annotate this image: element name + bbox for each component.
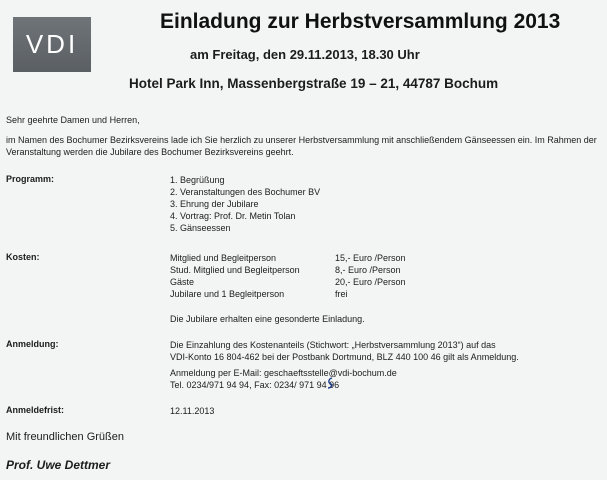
kosten-row (170, 252, 406, 264)
anmeldefrist-label: Anmeldefrist: (6, 405, 65, 415)
programm-item: 3. Ehrung der Jubilare (170, 199, 259, 209)
logo-text: VDI (25, 29, 79, 59)
kosten-price: 20,- Euro /Person (335, 277, 406, 287)
event-date: am Freitag, den 29.11.2013, 18.30 Uhr (190, 47, 420, 62)
anmeldung-phone: Tel. 0234/971 94 94, Fax: 0234/ 971 94 96 (170, 380, 340, 390)
kosten-row (170, 288, 406, 300)
salutation: Sehr geehrte Damen und Herren, (6, 115, 140, 125)
kosten-row (170, 276, 406, 288)
programm-item: 2. Veranstaltungen des Bochumer BV (170, 187, 321, 197)
closing-greeting: Mit freundlichen Grüßen (6, 431, 124, 443)
kosten-price: 8,- Euro /Person (335, 265, 401, 275)
kosten-table (170, 252, 406, 300)
kosten-who: Gäste (170, 277, 195, 287)
kosten-who: Mitglied und Begleitperson (170, 253, 277, 263)
kosten-price: frei (335, 289, 348, 299)
anmeldung-line: VDI-Konto 16 804-462 bei der Postbank Dortmund, BLZ 440 100 46 gilt als Anmeldung. (170, 352, 519, 362)
kosten-label: Kosten: (6, 252, 40, 262)
event-venue: Hotel Park Inn, Massenbergstraße 19 – 21, 44787 Bochum (129, 76, 499, 91)
anmeldefrist-value: 12.11.2013 (170, 406, 215, 416)
anmeldung-line: Die Einzahlung des Kostenanteils (Stichwort: „Herbstversammlung 2013“) auf das (170, 340, 496, 350)
vdi-logo (13, 17, 91, 72)
programm-label: Programm: (6, 174, 55, 184)
anmeldung-email: Anmeldung per E-Mail: geschaeftsstelle@vdi-bochum.de (170, 368, 397, 378)
anmeldung-label: Anmeldung: (6, 339, 59, 349)
kosten-row (170, 264, 406, 276)
intro-paragraph: im Namen des Bochumer Bezirksvereins lade ich Sie herzlich zu unserer Herbstversammlung mit anschließendem Gänseessen ein. Im Rahmen der Veranstaltung werden die Jubilare des Bochumer Bezirksvereins geehrt. (6, 135, 597, 157)
programm-item: 4. Vortrag: Prof. Dr. Metin Tolan (170, 211, 296, 221)
anmeldung-contact (170, 367, 397, 391)
programm-item: 5. Gänseessen (170, 223, 231, 233)
kosten-price: 15,- Euro /Person (335, 253, 406, 263)
signature-name: Prof. Uwe Dettmer (6, 458, 111, 472)
programm-item: 1. Begrüßung (170, 175, 225, 185)
kosten-who: Jubilare und 1 Begleitperson (170, 289, 285, 299)
kosten-note: Die Jubilare erhalten eine gesonderte Einladung. (170, 314, 365, 324)
programm-list (170, 174, 320, 234)
kosten-who: Stud. Mitglied und Begleitperson (170, 265, 300, 275)
anmeldung-block (170, 339, 519, 363)
pen-mark-icon (326, 377, 334, 389)
page-title: Einladung zur Herbstversammlung 2013 (160, 10, 561, 33)
